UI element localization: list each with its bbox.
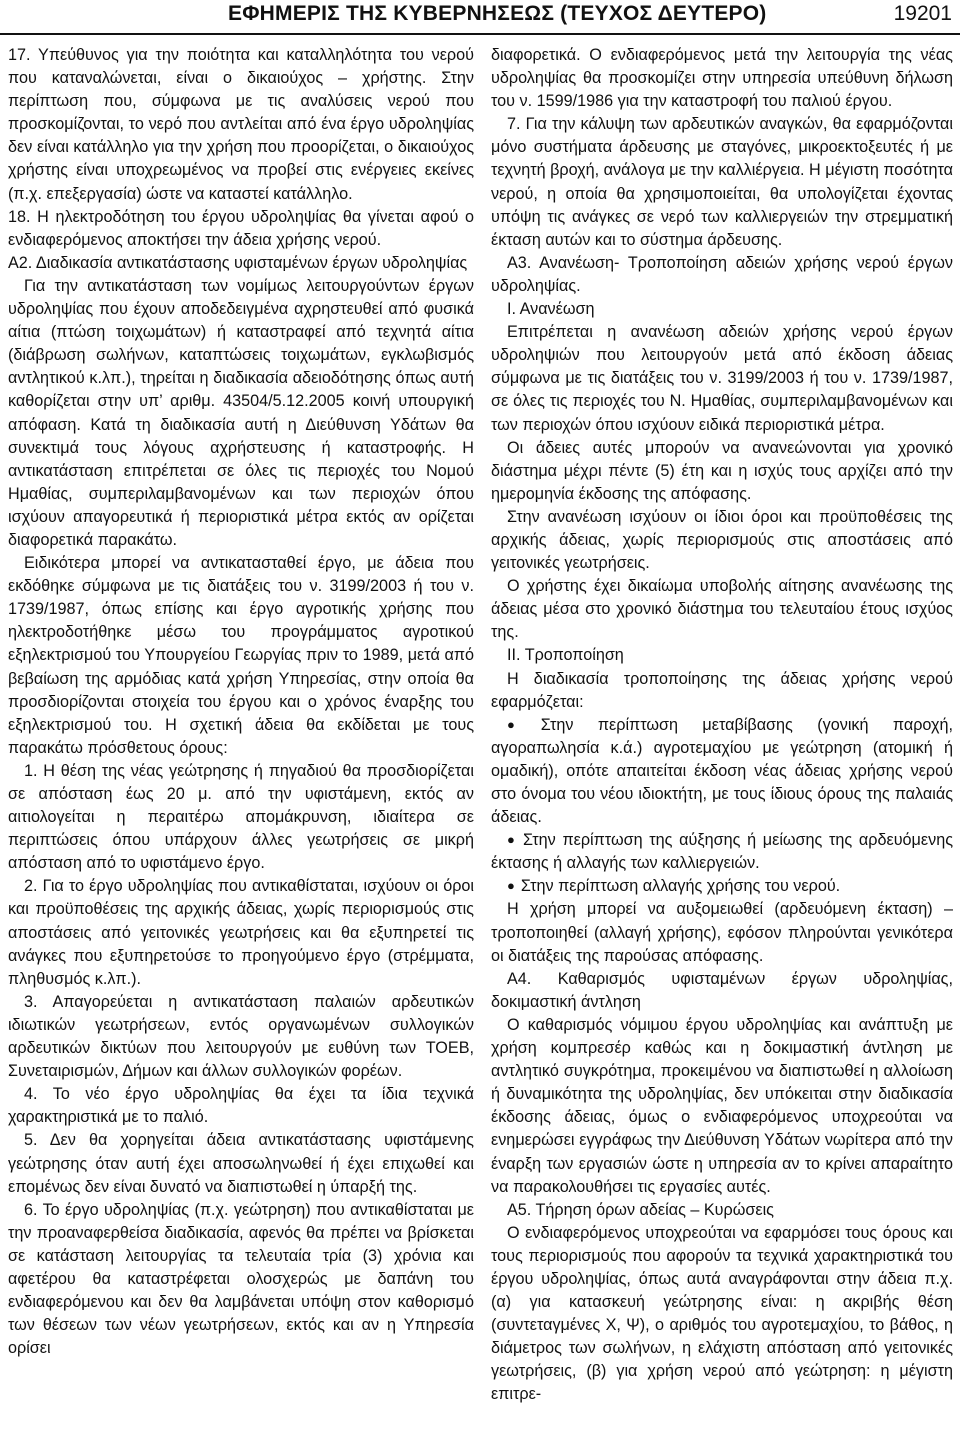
paragraph: Για την αντικατάσταση των νομίμως λειτουργούντων έργων υδροληψίας που έχουν αποδεδειγμένα αχρηστευθεί από φυσικά αίτια (πτώση τοιχωμάτων) ή καταστραφεί από τεχνητά αίτια (διάβρωση σωλήνων, καταπτώσεις τοιχωμάτων, εγκλωβισμός αντλητικού κ.λπ.), τηρείται η διαδικασία αδειοδότησης όπως αυτή καθορίζεται στην υπ’ αριθμ. 43504/5.12.2005 κοινή υπουργική απόφαση. Κατά τη διαδικασία αυτή η Διεύθυνση Υδάτων θα συνεκτιμά τους λόγους αχρήστευσης ή καταστροφής. Η αντικατάσταση επιτρέπεται σε όλες τις περιοχές του Νομού Ημαθίας, συμπεριλαμβανομένων και των περιοχών όπου ισχύουν απαγορευτικά ή περιοριστικά μέτρα εκτός αν ορίζεται διαφορετικά παρακάτω. — [8, 276, 474, 549]
numbered-term-6: 6. Το έργο υδροληψίας (π.χ. γεώτρηση) που αντικαθίσταται με την προαναφερθείσα διαδικασία, αφενός θα πρέπει να βρίσκεται σε κατάσταση λειτουργίας τα τελευταία τρία (3) χρόνια και αφετέρου θα καταστρέφεται ολοσχερώς με δαπάνη του ενδιαφερόμενου και δεν θα λαμβάνεται υπόψη στον καθορισμό των θέσεων των νέων γεωτρήσεων, εκτός και αν η Υπηρεσία ορίσει — [8, 1200, 474, 1358]
paragraph: Ο καθαρισμός νόμιμου έργου υδροληψίας και ανάπτυξη με χρήση κομπρεσέρ καθώς και η δοκιμαστική άντληση με αντλητικό συγκρότημα, προκειμένου να διαπιστωθεί η αλλοίωση ή δυναμικότητα της υδροληψίας, δεν υπόκειται στην διαδικασία έκδοσης άδειας, όμως ο ενδιαφερόμενος υποχρεούται να ενημερώσει εγγράφως την Διεύθυνση Υδάτων νωρίτερα από την έναρξη των εργασιών ώστε η υπηρεσία αν το κρίνει απαραίτητο να παρακολουθήσει τις εργασίες αυτές. — [491, 1015, 953, 1196]
bullet-item: ● Στην περίπτωση αλλαγής χρήσης του νερού. — [491, 875, 953, 898]
paragraph: Ειδικότερα μπορεί να αντικατασταθεί έργο, με άδεια που εκδόθηκε σύμφωνα με τις διατάξεις του ν. 3199/2003 ή του ν. 1739/1987, όπως επίσης και έργο αγροτικής χρήσης που ηλεκτροδοτήθηκε μέσω του προγράμματος αγροτικού εξηλεκτρισμού του Υπουργείου Γεωργίας πριν το 1989, μετά από βεβαίωση της αρμόδιας κατά χρήση Υπηρεσίας, στην οποία θα προσδιορίζονται στοιχεία του έργου και ο χρόνος έναρξης του εξηλεκτρισμού του. Η σχετική άδεια θα εκδίδεται με τους παρακάτω πρόσθετους όρους: — [8, 554, 474, 757]
section-heading-a3: Α3. Ανανέωση- Τροποποίηση αδειών χρήσης νερού έργων υδροληψίας. — [491, 253, 953, 295]
paragraph: Ο χρήστης έχει δικαίωμα υποβολής αίτησης ανανέωσης της άδειας μέσα στο χρονικό διάστημα του τελευταίου έτους ισχύος της. — [491, 577, 953, 642]
gazette-title: ΕΦΗΜΕΡΙΣ ΤΗΣ ΚΥΒΕΡΝΗΣΕΩΣ (ΤΕΥΧΟΣ ΔΕΥΤΕΡΟ) — [228, 2, 767, 25]
numbered-term-3: 3. Απαγορεύεται η αντικατάσταση παλαιών αρδευτικών ιδιωτικών γεωτρήσεων, εντός οργανωμένων συλλογικών αρδευτικών δικτύων που λειτουργούν με ευθύνη των ΤΟΕΒ, Συνεταιρισμών, Δήμων και άλλων συλλογικών φορέων. — [8, 992, 474, 1081]
subheading-renewal: Ι. Ανανέωση — [507, 300, 595, 319]
paragraph: Η χρήση μπορεί να αυξομειωθεί (αρδευόμενη έκταση) – τροποποιηθεί (αλλαγή χρήσης), εφόσον πληρούνται γενικότερα οι διατάξεις της παρούσας απόφασης. — [491, 900, 953, 965]
paragraph: Ο ενδιαφερόμενος υποχρεούται να εφαρμόσει τους όρους και τους περιορισμούς που αφορούν τα τεχνικά χαρακτηριστικά του έργου υδροληψίας, όπως αυτά αναγράφονται στην άδεια π.χ. (α) για κατασκευή γεώτρησης είναι: η ακριβής θέση (συντεταγμένες Χ, Ψ), ο αριθμός του αγροτεμαχίου, το βάθος, η διάμετρος των σωλήνων, η ελάχιστη απόσταση από γειτονικές γεωτρήσεις, (β) για χρήση νερού από γεώτρηση: η μέγιστη επιτρε- — [491, 1223, 953, 1404]
numbered-term-2: 2. Για το έργο υδροληψίας που αντικαθίσταται, ισχύουν οι όροι και προϋποθέσεις της αρχικής άδειας, χωρίς περιορισμούς στις αποστάσεις από γειτονικές γεωτρήσεις και θα εξυπηρετεί τις ανάγκες που εξυπηρετούσε το προηγούμενο έργο (στρέμματα, πληθυσμός κ.λπ.). — [8, 877, 474, 988]
header-rule — [0, 33, 960, 35]
paragraph-17: 17. Υπεύθυνος για την ποιότητα και καταλληλότητα του νερού που καταναλώνεται, είναι ο δικαιούχος – χρήστης. Στην περίπτωση που, σύμφωνα με τις αναλύσεις νερού που προσκομίζονται, το νερό που αντλείται από ένα έργο υδροληψίας δεν είναι κατάλληλο για την χρήση που προορίζεται, ο δικαιούχος χρήστης είναι υποχρεωμένος να προβεί στις ενέργειες εκείνες (π.χ. επεξεργασία) ώστε να καταστεί κατάλληλο. — [8, 46, 474, 203]
bullet-item: ● Στην περίπτωση μεταβίβασης (γονική παροχή, αγοραπωλησία κ.ά.) αγροτεμαχίου με γεώτρηση (ατομική ή ομαδική), οπότε απαιτείται έκδοση νέας άδειας χρήσης νερού στο όνομα του νέου ιδιοκτήτη, με τους ίδιους όρους της παλαιάς άδειας. — [491, 714, 953, 829]
right-column — [491, 44, 953, 1407]
paragraph: Η διαδικασία τροποποίησης της άδειας χρήσης νερού εφαρμόζεται: — [491, 669, 953, 711]
paragraph: Οι άδειες αυτές μπορούν να ανανεώνονται για χρονικό διάστημα μέχρι πέντε (5) έτη και η ισχύς τους αρχίζει από την ημερομηνία έκδοσης της απόφασης. — [491, 438, 953, 503]
section-heading-a4: Α4. Καθαρισμός υφισταμένων έργων υδροληψίας, δοκιμαστική άντληση — [491, 969, 953, 1011]
section-heading-a5: Α5. Τήρηση όρων αδείας – Κυρώσεις — [507, 1200, 774, 1219]
page-number: 19201 — [893, 2, 952, 25]
paragraph-continued: διαφορετικά. Ο ενδιαφερόμενος μετά την λειτουργία της νέας υδροληψίας θα προσκομίζει στην υπηρεσία υπεύθυνη δήλωση του ν. 1599/1986 για την καταστροφή του παλιού έργου. — [491, 46, 953, 111]
page-header — [0, 0, 960, 36]
bullet-item: ● Στην περίπτωση της αύξησης ή μείωσης της αρδευόμενης έκτασης ή αλλαγής των καλλιεργειών. — [491, 829, 953, 875]
numbered-term-4: 4. Το νέο έργο υδροληψίας θα έχει τα ίδια τεχνικά χαρακτηριστικά με το παλιό. — [8, 1085, 474, 1127]
section-heading-a2: Α2. Διαδικασία αντικατάστασης υφισταμένων έργων υδροληψίας — [8, 253, 468, 272]
numbered-term-1: 1. Η θέση της νέας γεώτρησης ή πηγαδιού θα προσδιορίζεται σε απόσταση έως 20 μ. από την υφιστάμενη, εκτός αν αιτιολογείται η περαιτέρω απομάκρυνση, ιδιαίτερα σε περιπτώσεις όπου υπάρχουν άλλες γεωτρήσεις σε μικρή απόσταση από το υφιστάμενο έργο. — [8, 761, 474, 873]
numbered-term-7: 7. Για την κάλυψη των αρδευτικών αναγκών, θα εφαρμόζονται μόνο συστήματα άρδευσης με σταγόνες, μικροεκτοξευτές ή με τεχνητή βροχή, ανάλογα με την καλλιέργεια. Η μέγιστη ποσότητα νερού, η οποία θα χρησιμοποιείται, θα υπολογίζεται έχοντας υπόψη τις ανάγκες σε νερό των καλλιεργειών την στρεμματική έκταση αυτών και το σύστημα άρδευσης. — [491, 115, 953, 249]
left-column — [8, 44, 474, 1360]
paragraph-18: 18. Η ηλεκτροδότηση του έργου υδροληψίας θα γίνεται αφού ο ενδιαφερόμενος αποκτήσει την άδεια χρήσης νερού. — [8, 207, 474, 249]
paragraph: Επιτρέπεται η ανανέωση αδειών χρήσης νερού έργων υδροληψιών που λειτουργούν μετά από έκδοση άδειας σύμφωνα με τις διατάξεις του ν. 3199/2003 ή του ν. 1739/1987, σε όλες τις περιοχές του Ν. Ημαθίας, συμπεριλαμβανομένων και των περιοχών όπου ισχύουν ειδικά περιοριστικά μέτρα. — [491, 323, 953, 434]
numbered-term-5: 5. Δεν θα χορηγείται άδεια αντικατάστασης υφιστάμενης γεώτρησης όταν αυτή έχει αποσωληνωθεί ή έχει επιχωθεί και επομένως δεν είναι δυνατό να διαπιστωθεί η ύπαρξή της. — [8, 1131, 474, 1196]
subheading-modification: ΙΙ. Τροποποίηση — [507, 646, 624, 665]
paragraph: Στην ανανέωση ισχύουν οι ίδιοι όροι και προϋποθέσεις της αρχικής άδειας, χωρίς περιορισμούς στις αποστάσεις από γειτονικές γεωτρήσεις. — [491, 507, 953, 573]
